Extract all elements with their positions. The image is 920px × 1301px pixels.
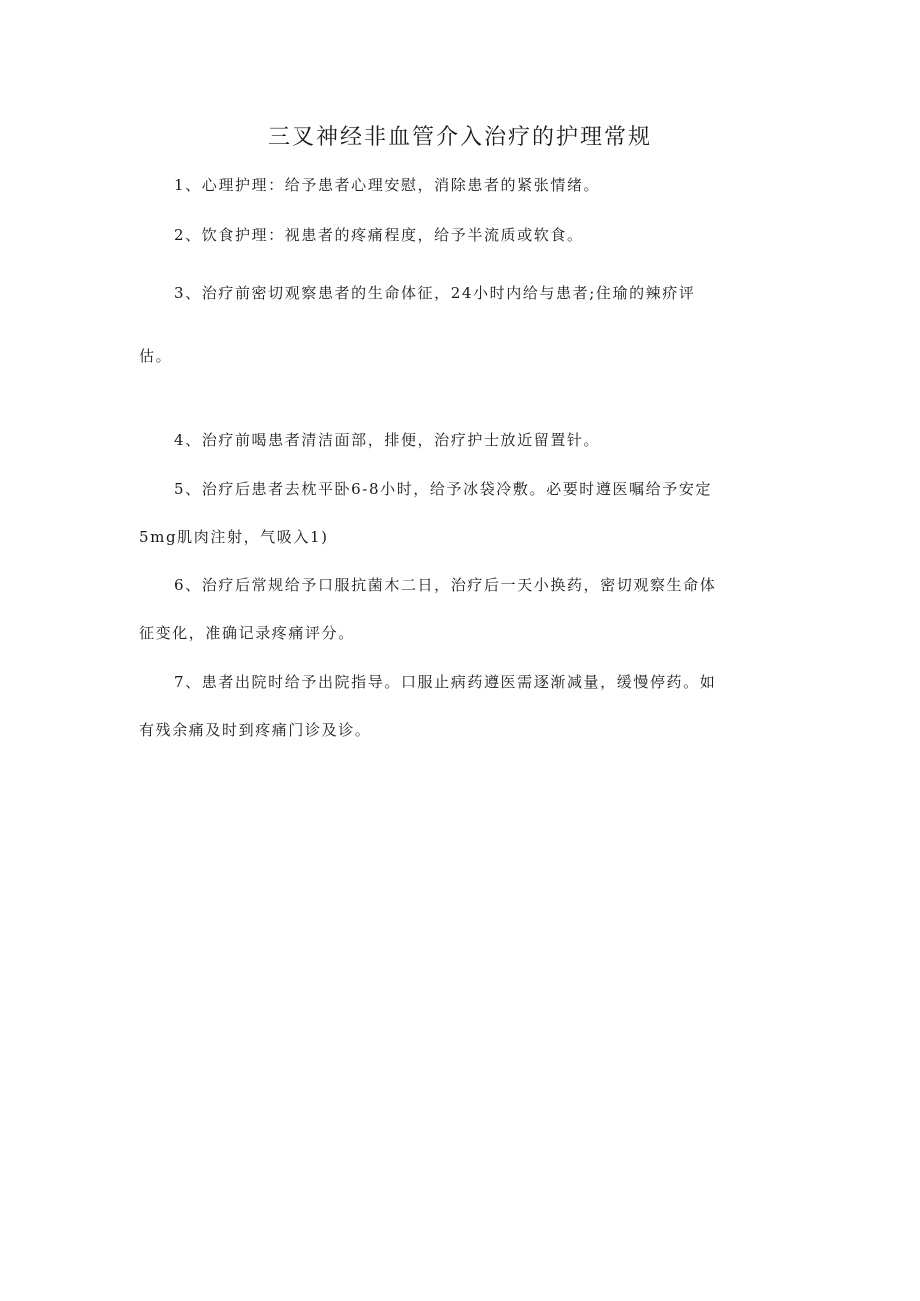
paragraph-7-line-1: 7、患者出院时给予出院指导。口服止病药遵医需逐渐减量，缓慢停药。如: [174, 673, 717, 691]
paragraph-6-line-2: 征变化，准确记录疼痛评分。: [139, 624, 355, 642]
paragraph-1-line-1: 1、心理护理：给予患者心理安慰，消除患者的紧张情绪。: [174, 176, 601, 194]
paragraph-3-line-1: 3、治疗前密切观察患者的生命体征，24小时内给与患者;住瑜的辣疥评: [174, 284, 696, 302]
paragraph-7-line-2: 有残余痛及时到疼痛门诊及诊。: [139, 721, 372, 739]
paragraph-2-line-1: 2、饮食护理：视患者的疼痛程度，给予半流质或软食。: [174, 226, 584, 244]
paragraph-5-line-2: 5mg肌肉注射，气吸入1): [139, 528, 329, 546]
paragraph-3-line-2: 估。: [139, 347, 173, 365]
document-title: 三叉神经非血管介入治疗的护理常规: [267, 125, 652, 150]
paragraph-4-line-1: 4、治疗前喝患者清洁面部，排便，治疗护士放近留置针。: [174, 431, 601, 449]
paragraph-5-line-1: 5、治疗后患者去枕平卧6-8小时，给予冰袋冷敷。必要时遵医嘱给予安定: [174, 480, 713, 498]
paragraph-6-line-1: 6、治疗后常规给予口服抗菌木二日，治疗后一天小换药，密切观察生命体: [174, 576, 717, 594]
